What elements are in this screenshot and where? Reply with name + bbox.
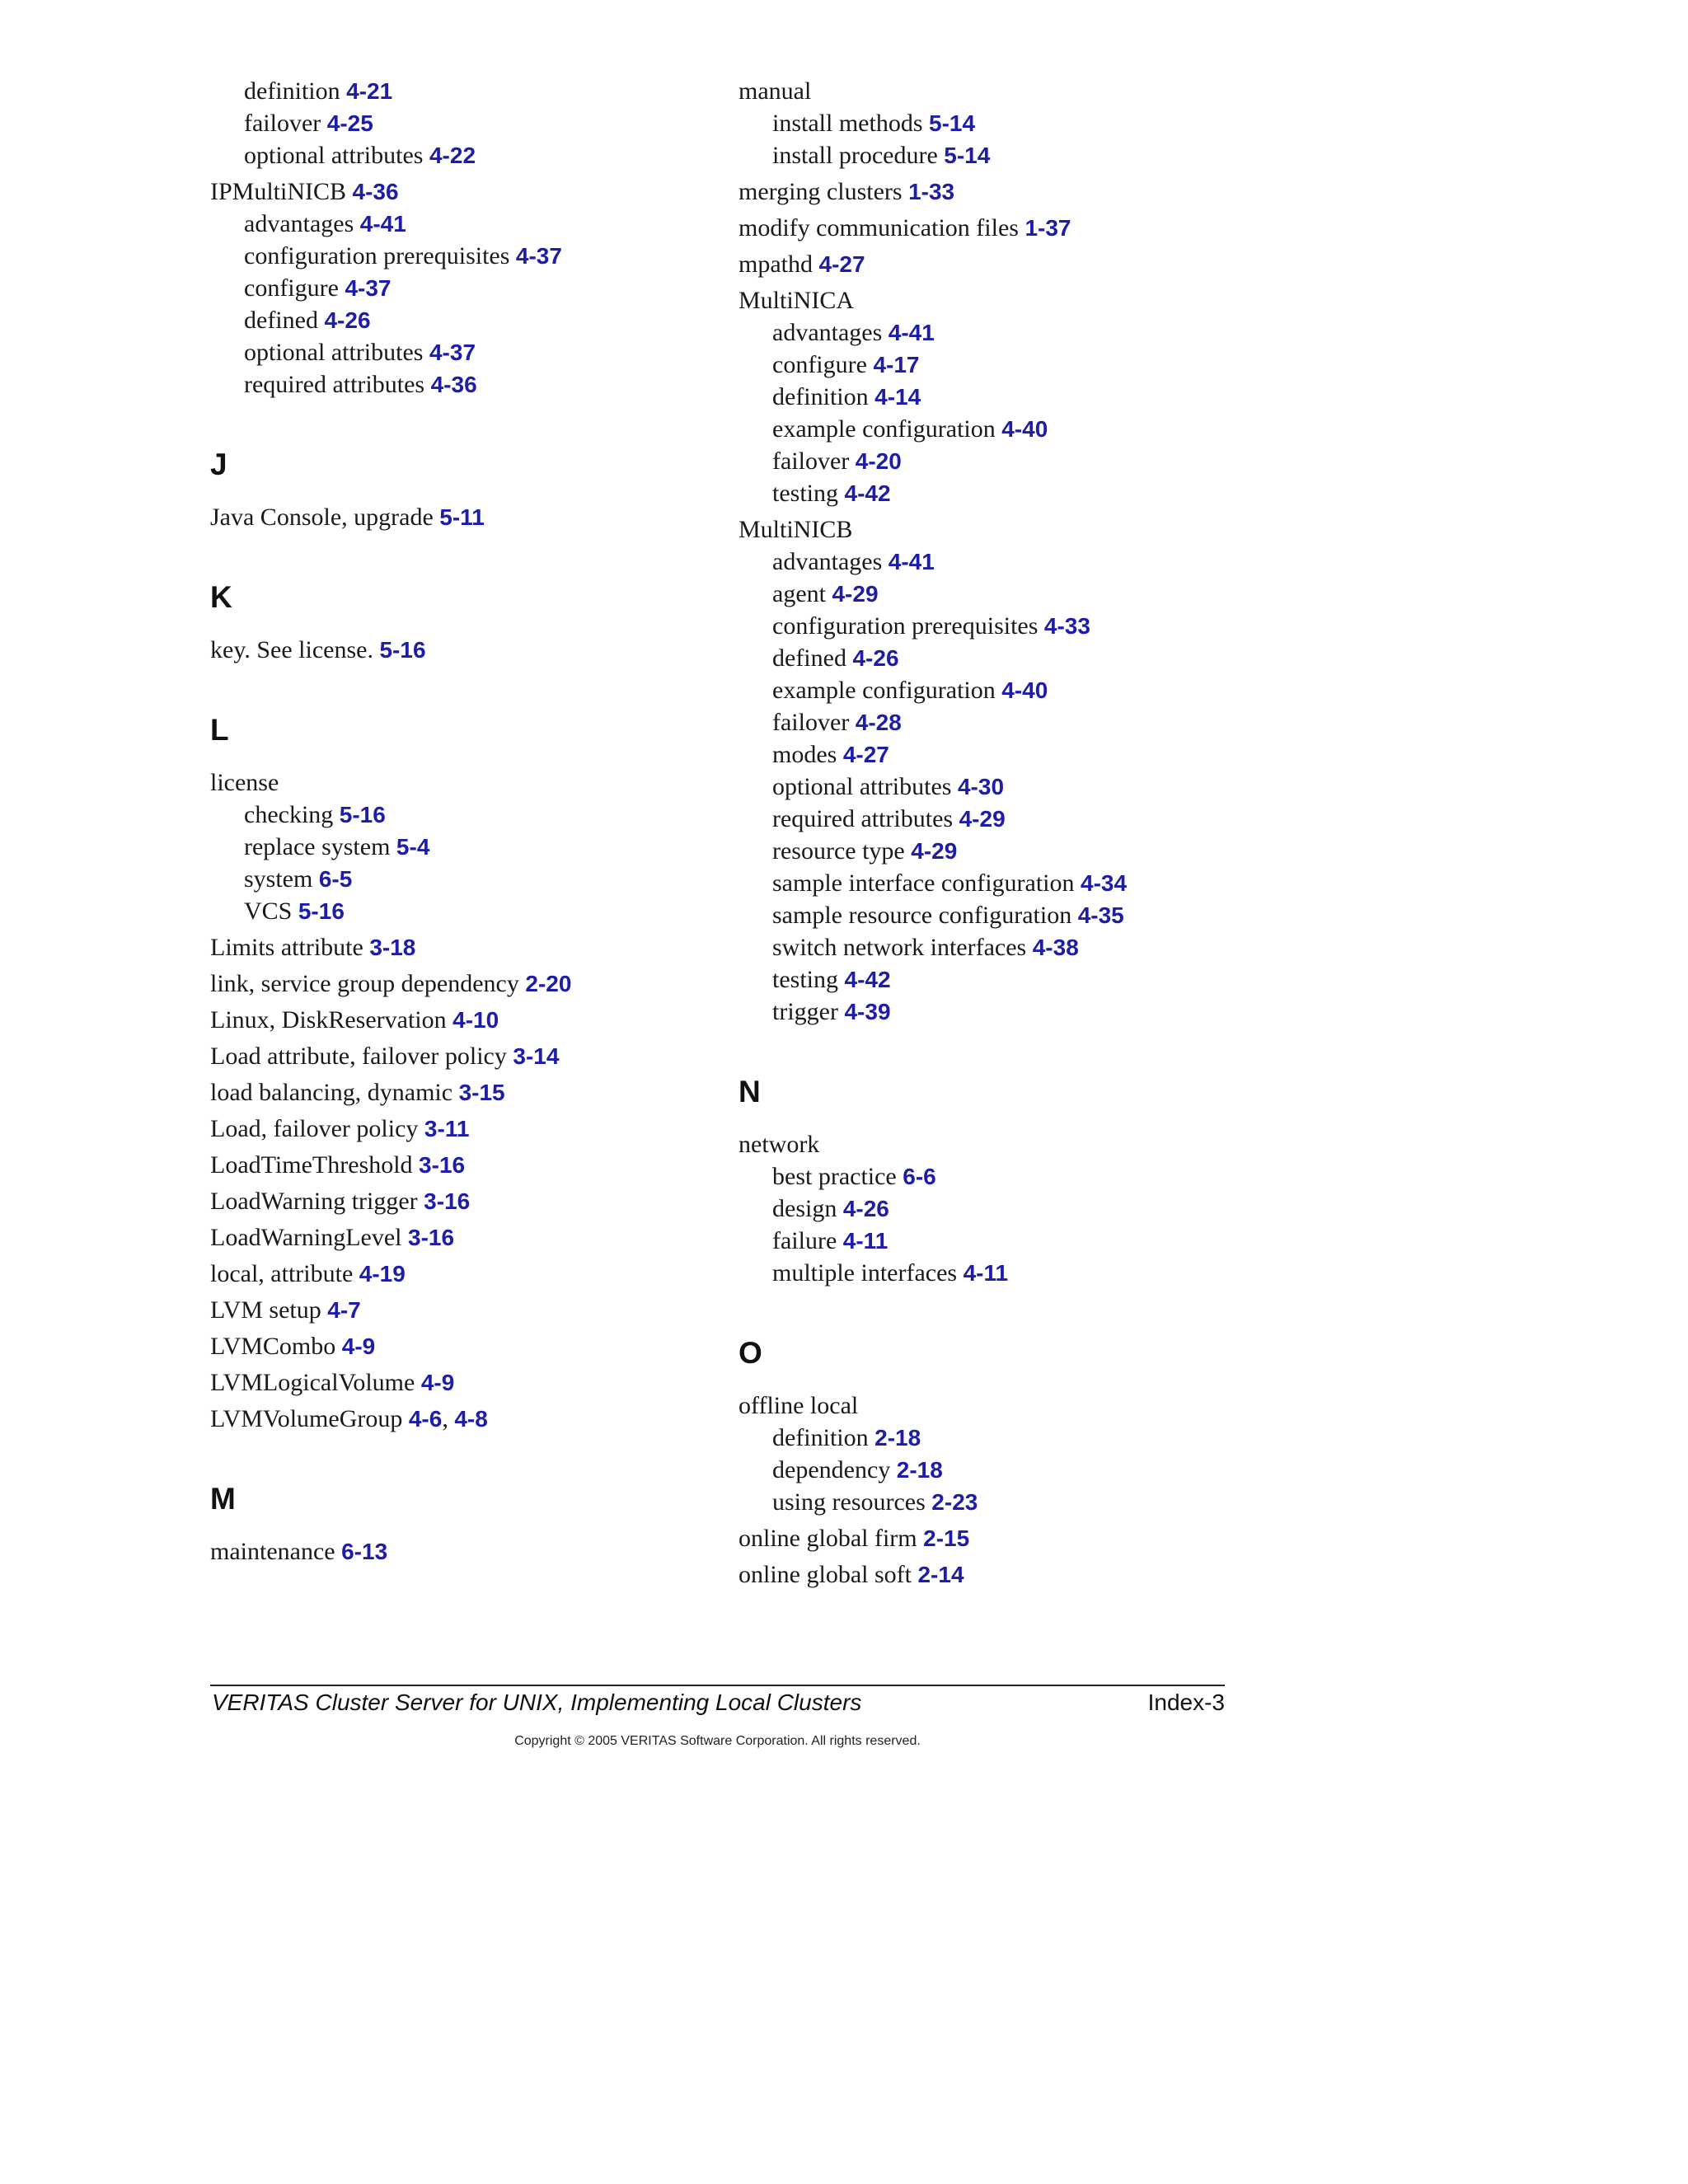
index-subentry [210, 75, 705, 107]
page-reference-link[interactable]: 4-35 [1077, 902, 1124, 928]
page-reference-link[interactable]: 4-38 [1032, 935, 1079, 960]
index-term: Load attribute, failover policy [210, 1043, 507, 1070]
index-subentry [738, 996, 1266, 1028]
index-term: LVMVolumeGroup [210, 1405, 403, 1432]
ref-separator: , [442, 1405, 455, 1432]
page-reference-link[interactable]: 4-37 [345, 275, 392, 301]
page-reference-link[interactable]: 4-22 [429, 143, 476, 168]
index-term: merging clusters [738, 178, 903, 205]
page-reference-link[interactable]: 2-18 [874, 1425, 921, 1451]
index-term: checking [244, 801, 334, 828]
index-subentry [210, 208, 705, 240]
index-entry [738, 248, 1266, 280]
page-reference-link[interactable]: 4-41 [888, 320, 935, 345]
page-reference-link[interactable]: 4-26 [324, 307, 371, 333]
index-entry [738, 1522, 1266, 1554]
index-entry [210, 1040, 705, 1072]
index-subentry [738, 867, 1266, 899]
page-reference-link[interactable]: 2-23 [931, 1489, 978, 1515]
footer-divider [210, 1685, 1225, 1686]
index-entry [738, 284, 1266, 316]
index-term: using resources [772, 1488, 926, 1516]
index-term: online global firm [738, 1525, 917, 1552]
page-reference-link[interactable]: 2-18 [896, 1457, 943, 1483]
footer-page-number: Index-3 [1147, 1690, 1225, 1715]
page-reference-link[interactable]: 2-14 [917, 1562, 964, 1587]
page-reference-link[interactable]: 3-16 [424, 1188, 471, 1214]
page-reference-link[interactable]: 4-30 [957, 774, 1005, 799]
index-entry [738, 176, 1266, 208]
index-term: definition [772, 383, 869, 410]
page-reference-link[interactable]: 4-36 [352, 179, 399, 204]
index-term: sample interface configuration [772, 869, 1075, 897]
index-term: definition [244, 77, 340, 105]
index-entry [210, 766, 705, 799]
index-term: switch network interfaces [772, 934, 1027, 961]
index-letter-heading: N [738, 1075, 761, 1108]
index-subentry [210, 863, 705, 895]
index-term: optional attributes [244, 339, 424, 366]
index-subentry [738, 316, 1266, 349]
index-term: VCS [244, 898, 293, 925]
page-reference-link[interactable]: 3-18 [369, 935, 416, 960]
index-term: Linux, DiskReservation [210, 1006, 447, 1033]
page-reference-link[interactable]: 5-16 [339, 802, 386, 827]
index-subentry [738, 1257, 1266, 1289]
index-term: advantages [772, 319, 883, 346]
index-entry [210, 501, 705, 533]
page-reference-link[interactable]: 4-26 [852, 645, 899, 671]
index-term: online global soft [738, 1561, 912, 1588]
index-term: required attributes [244, 371, 425, 398]
page-reference-link[interactable]: 4-27 [818, 251, 865, 277]
index-entry [738, 513, 1266, 546]
index-term: key. See license. [210, 636, 373, 663]
page-reference-link[interactable]: 5-14 [929, 110, 976, 136]
page-reference-link[interactable]: 5-11 [439, 504, 485, 530]
page-reference-link[interactable]: 3-16 [419, 1152, 466, 1178]
index-subentry [738, 1454, 1266, 1486]
index-term: optional attributes [772, 773, 952, 800]
page-reference-link[interactable]: 4-29 [959, 806, 1006, 832]
index-term: resource type [772, 837, 905, 865]
index-subentry [738, 139, 1266, 171]
page-reference-link[interactable]: 4-40 [1001, 677, 1048, 703]
index-subentry [738, 931, 1266, 963]
page-reference-link[interactable]: 4-40 [1001, 416, 1048, 442]
index-subentry [738, 546, 1266, 578]
index-term: LVMLogicalVolume [210, 1369, 415, 1396]
page-reference-link[interactable]: 4-28 [855, 710, 902, 735]
index-entry [210, 1366, 705, 1399]
index-term: design [772, 1195, 837, 1222]
index-entry [210, 1330, 705, 1362]
index-term: link, service group dependency [210, 970, 519, 997]
index-subentry [738, 1193, 1266, 1225]
page-reference-link[interactable]: 4-19 [359, 1261, 406, 1286]
index-term: failover [772, 709, 850, 736]
page-reference-link[interactable]: 4-36 [430, 372, 477, 397]
index-term: sample resource configuration [772, 902, 1072, 929]
index-term: best practice [772, 1163, 897, 1190]
index-letter-heading: O [738, 1336, 762, 1370]
index-entry [210, 1294, 705, 1326]
index-subentry [738, 899, 1266, 931]
index-term: load balancing, dynamic [210, 1079, 453, 1106]
page-reference-link[interactable]: 4-34 [1081, 870, 1128, 896]
index-term: Load, failover policy [210, 1115, 419, 1142]
page-reference-link[interactable]: 4-42 [844, 967, 891, 992]
index-column-left [210, 75, 705, 1568]
page-reference-link[interactable]: 4-17 [873, 352, 920, 377]
page-reference-link[interactable]: 4-39 [844, 999, 891, 1024]
index-entry [738, 75, 1266, 107]
page-reference-link[interactable]: 1-33 [908, 179, 955, 204]
index-term: required attributes [772, 805, 954, 832]
index-subentry [738, 349, 1266, 381]
index-letter-heading: L [210, 713, 229, 747]
page-reference-link[interactable]: 6-13 [341, 1539, 388, 1564]
index-entry [738, 1558, 1266, 1591]
page-reference-link[interactable]: 5-4 [396, 834, 430, 860]
index-subentry [738, 771, 1266, 803]
page-reference-link[interactable]: 4-29 [832, 581, 879, 607]
page-reference-link[interactable]: 5-16 [379, 637, 426, 663]
index-term: advantages [244, 210, 354, 237]
index-term: LoadWarningLevel [210, 1224, 402, 1251]
index-subentry [738, 642, 1266, 674]
index-subentry [738, 578, 1266, 610]
index-term: license [210, 769, 279, 796]
index-term: agent [772, 580, 826, 607]
index-term: modify communication files [738, 214, 1019, 241]
index-term: MultiNICB [738, 516, 853, 543]
index-term: LoadWarning trigger [210, 1188, 418, 1215]
index-subentry [210, 240, 705, 272]
index-subentry [738, 1160, 1266, 1193]
index-subentry [210, 831, 705, 863]
index-term: offline local [738, 1392, 859, 1419]
page-reference-link[interactable]: 2-20 [525, 971, 572, 996]
index-subentry [210, 799, 705, 831]
index-term: LVMCombo [210, 1333, 336, 1360]
index-subentry [738, 477, 1266, 509]
index-entry [210, 1221, 705, 1254]
page-reference-link[interactable]: 4-11 [963, 1260, 1009, 1286]
index-term: multiple interfaces [772, 1259, 958, 1286]
index-term: configuration prerequisites [772, 612, 1039, 640]
index-term: network [738, 1131, 820, 1158]
index-subentry [738, 1486, 1266, 1518]
page-reference-link[interactable]: 4-10 [452, 1007, 499, 1033]
index-term: example configuration [772, 677, 996, 704]
page-reference-link[interactable]: 4-14 [874, 384, 921, 410]
index-entry [210, 1535, 705, 1568]
page-reference-link[interactable]: 4-9 [420, 1370, 455, 1395]
page-reference-link[interactable]: 4-21 [346, 78, 393, 104]
index-term: install methods [772, 110, 923, 137]
index-subentry [210, 139, 705, 171]
index-entry [210, 634, 705, 666]
index-entry [210, 1403, 705, 1435]
index-subentry [738, 674, 1266, 706]
page-reference-link[interactable]: 4-37 [515, 243, 562, 269]
index-term: maintenance [210, 1538, 335, 1565]
index-subentry [738, 835, 1266, 867]
page-reference-link[interactable]: 4-42 [844, 480, 891, 506]
index-entry [210, 1258, 705, 1290]
index-subentry [738, 1225, 1266, 1257]
index-subentry [210, 895, 705, 927]
index-subentry [210, 336, 705, 368]
index-term: failover [772, 448, 850, 475]
index-entry [210, 1004, 705, 1036]
page-reference-link[interactable]: 6-5 [318, 866, 353, 892]
index-term: LVM setup [210, 1296, 321, 1324]
index-term: defined [772, 644, 846, 672]
page-reference-link[interactable]: 2-15 [923, 1526, 970, 1551]
index-entry [210, 931, 705, 963]
index-term: mpathd [738, 251, 813, 278]
index-entry [738, 212, 1266, 244]
index-letter-heading: K [210, 580, 232, 614]
page-reference-link[interactable]: 4-25 [326, 110, 373, 136]
index-term: modes [772, 741, 837, 768]
page-reference-link[interactable]: 3-15 [458, 1080, 505, 1105]
index-subentry [738, 445, 1266, 477]
index-term: example configuration [772, 415, 996, 443]
index-term: MultiNICA [738, 287, 855, 314]
index-subentry [738, 413, 1266, 445]
index-subentry [210, 272, 705, 304]
index-letter-heading: M [210, 1482, 236, 1516]
page-reference-link[interactable]: 3-14 [513, 1043, 560, 1069]
footer-book-title: VERITAS Cluster Server for UNIX, Implementing Local Clusters [212, 1690, 862, 1715]
index-entry [210, 1113, 705, 1145]
page-reference-link[interactable]: 3-11 [424, 1116, 470, 1141]
index-term: testing [772, 480, 838, 507]
index-term: advantages [772, 548, 883, 575]
index-term: install procedure [772, 142, 938, 169]
page-reference-link[interactable]: 5-14 [944, 143, 991, 168]
index-subentry [738, 107, 1266, 139]
index-term: failover [244, 110, 321, 137]
index-subentry [210, 368, 705, 401]
index-subentry [210, 107, 705, 139]
page-reference-link[interactable]: 1-37 [1025, 215, 1071, 241]
index-subentry [738, 706, 1266, 738]
index-letter-heading: J [210, 448, 227, 481]
page-reference-link[interactable]: 4-27 [842, 742, 889, 767]
page-reference-link[interactable]: 4-20 [855, 448, 902, 474]
page-reference-link[interactable]: 4-37 [429, 340, 476, 365]
page-reference-link[interactable]: 6-6 [903, 1164, 936, 1189]
index-term: dependency [772, 1456, 891, 1483]
index-entry [210, 1076, 705, 1108]
index-term: local, attribute [210, 1260, 354, 1287]
index-term: definition [772, 1424, 869, 1451]
index-entry [210, 1185, 705, 1217]
footer-copyright: Copyright © 2005 VERITAS Software Corporation. All rights reserved. [514, 1734, 921, 1748]
index-term: configure [244, 274, 339, 302]
page-reference-link[interactable]: 4-41 [888, 549, 935, 574]
index-term: failure [772, 1227, 837, 1254]
index-term: system [244, 865, 313, 893]
index-term: Limits attribute [210, 934, 363, 961]
index-entry [210, 1149, 705, 1181]
index-term: testing [772, 966, 838, 993]
index-term: trigger [772, 998, 838, 1025]
index-term: configuration prerequisites [244, 242, 510, 269]
index-entry [210, 968, 705, 1000]
index-column-right [738, 75, 1266, 1591]
page-reference-link[interactable]: 3-16 [408, 1225, 455, 1250]
index-subentry [738, 963, 1266, 996]
index-subentry [738, 610, 1266, 642]
index-entry [210, 176, 705, 208]
index-term: manual [738, 77, 812, 105]
index-term: IPMultiNICB [210, 178, 347, 205]
page-reference-link[interactable]: 4-41 [359, 211, 406, 237]
index-entry [738, 1128, 1266, 1160]
index-subentry [738, 738, 1266, 771]
index-subentry [210, 304, 705, 336]
index-term: LoadTimeThreshold [210, 1151, 413, 1179]
index-term: replace system [244, 833, 391, 860]
page-reference-link[interactable]: 4-26 [842, 1196, 889, 1221]
index-subentry [738, 1422, 1266, 1454]
index-term: configure [772, 351, 867, 378]
page-reference-link[interactable]: 4-29 [911, 838, 958, 864]
index-subentry [738, 803, 1266, 835]
page-reference-link[interactable]: 4-6 [408, 1406, 443, 1432]
index-term: Java Console, upgrade [210, 504, 434, 531]
page-reference-link[interactable]: 4-11 [842, 1228, 889, 1254]
index-subentry [738, 381, 1266, 413]
page-reference-link[interactable]: 4-7 [327, 1297, 361, 1323]
page-reference-link[interactable]: 4-33 [1043, 613, 1090, 639]
index-entry [738, 1390, 1266, 1422]
page-reference-link[interactable]: 4-9 [341, 1333, 376, 1359]
page-reference-link[interactable]: 5-16 [298, 898, 345, 924]
page-reference-link[interactable]: 4-8 [454, 1406, 488, 1432]
index-term: optional attributes [244, 142, 424, 169]
index-term: defined [244, 307, 318, 334]
